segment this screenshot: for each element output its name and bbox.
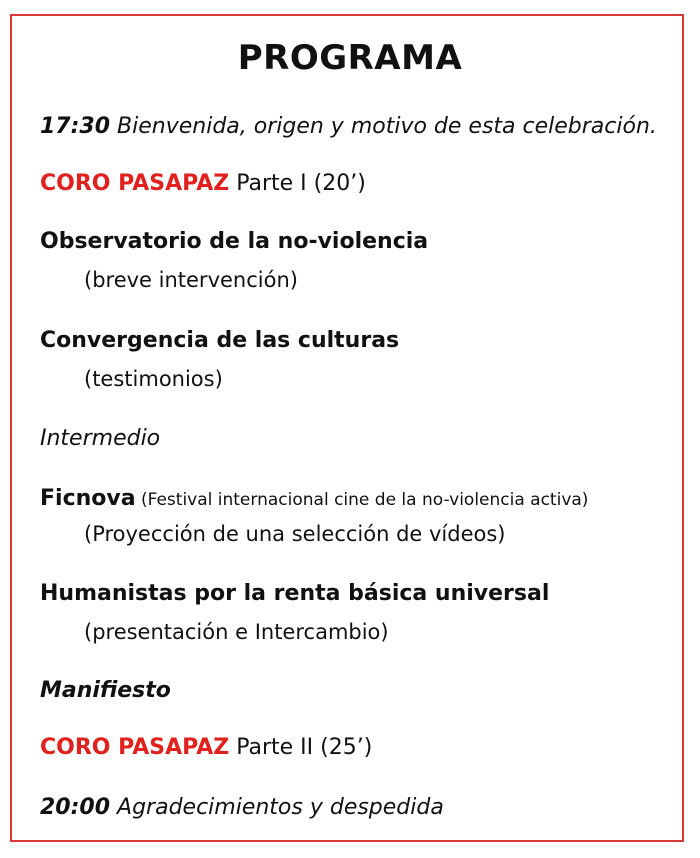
item-name: Ficnova bbox=[40, 486, 136, 511]
item-time: 20:00 bbox=[40, 795, 111, 820]
item-text: Bienvenida, origen y motivo de esta celebración. bbox=[110, 114, 657, 139]
item-observatorio: Observatorio de la no-violencia bbox=[40, 229, 429, 254]
item-convergencia: Convergencia de las culturas bbox=[40, 328, 400, 353]
item-note: (Festival internacional cine de la no-violencia activa) bbox=[135, 490, 589, 510]
item-name: CORO PASAPAZ bbox=[40, 171, 230, 196]
item-text: Parte II (25’) bbox=[229, 735, 373, 760]
item-observatorio-sub: (breve intervención) bbox=[84, 268, 298, 292]
item-farewell bbox=[40, 795, 444, 820]
item-intermedio: Intermedio bbox=[40, 426, 161, 451]
item-text: Parte I (20’) bbox=[229, 171, 366, 196]
item-time: 17:30 bbox=[40, 114, 111, 139]
item-text: Agradecimientos y despedida bbox=[110, 795, 444, 820]
item-humanistas-sub: (presentación e Intercambio) bbox=[84, 620, 389, 644]
item-name: CORO PASAPAZ bbox=[40, 735, 230, 760]
item-ficnova bbox=[40, 486, 588, 511]
item-manifiesto: Manifiesto bbox=[40, 678, 171, 703]
item-ficnova-sub: (Proyección de una selección de vídeos) bbox=[84, 522, 506, 546]
item-convergencia-sub: (testimonios) bbox=[84, 367, 223, 391]
item-welcome bbox=[40, 114, 657, 139]
page-title: PROGRAMA bbox=[237, 38, 463, 78]
item-humanistas: Humanistas por la renta básica universal bbox=[40, 581, 550, 606]
item-coro-part-1 bbox=[40, 171, 366, 196]
item-coro-part-2 bbox=[40, 735, 372, 760]
